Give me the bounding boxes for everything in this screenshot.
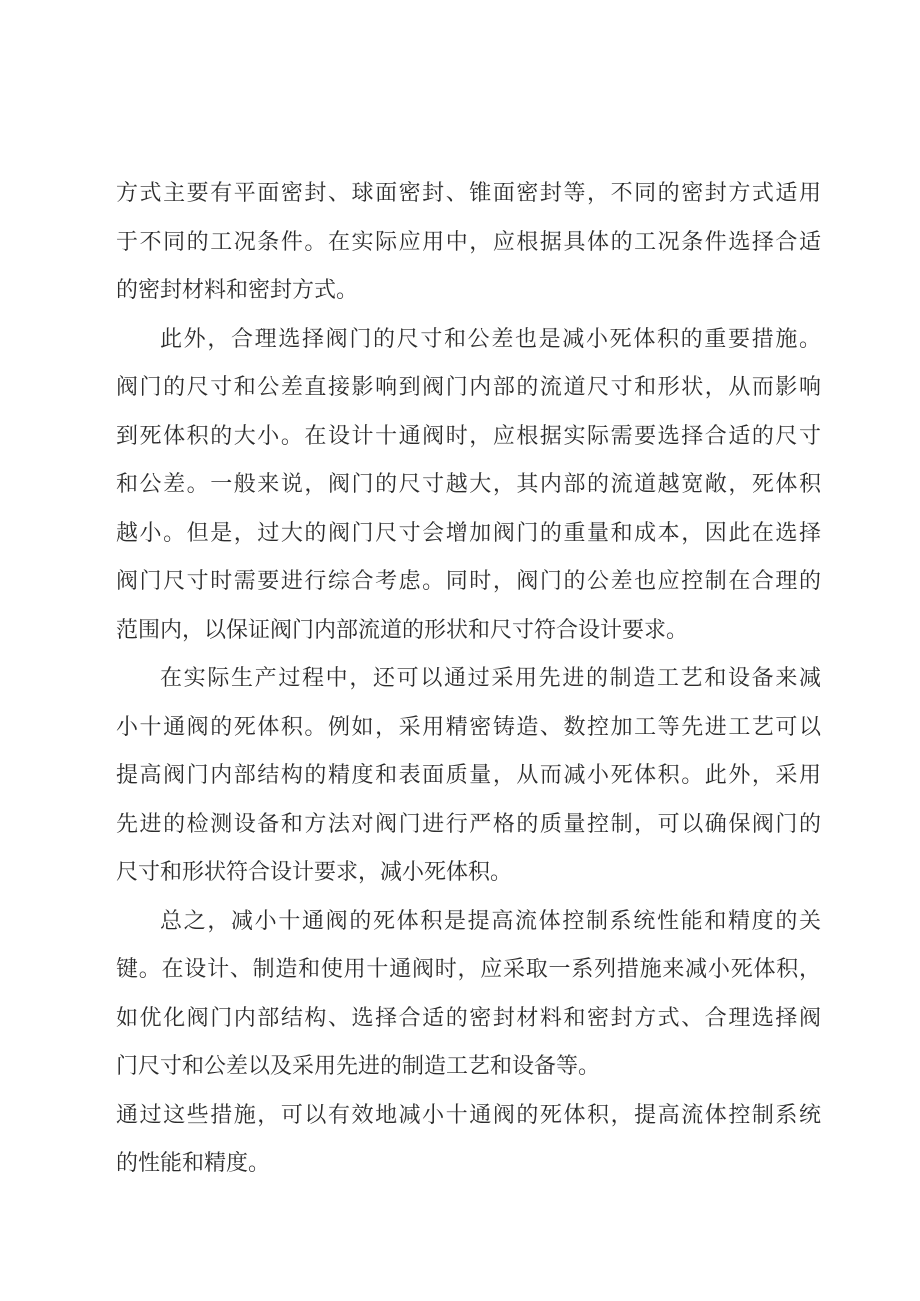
text-line: 如优化阀门内部结构、选择合适的密封材料和密封方式、合理选择阀 bbox=[116, 1005, 821, 1031]
text-line: 方式主要有平面密封、球面密封、锥面密封等，不同的密封方式适用 bbox=[116, 181, 821, 206]
paragraph-3 bbox=[116, 655, 821, 898]
text-line: 到死体积的大小。在设计十通阀时，应根据实际需要选择合适的尺寸 bbox=[116, 423, 821, 449]
text-line: 尺寸和形状符合设计要求，减小死体积。 bbox=[116, 860, 513, 885]
text-line: 于不同的工况条件。在实际应用中，应根据具体的工况条件选择合适 bbox=[116, 229, 821, 255]
text-line: 先进的检测设备和方法对阀门进行严格的质量控制，可以确保阀门的 bbox=[116, 811, 821, 837]
text-line: 的密封材料和密封方式。 bbox=[116, 278, 359, 303]
text-line: 小十通阀的死体积。例如，采用精密铸造、数控加工等先进工艺可以 bbox=[116, 714, 821, 740]
text-line: 总之，减小十通阀的死体积是提高流体控制系统性能和精度的关 bbox=[160, 908, 821, 934]
text-line: 提高阀门内部结构的精度和表面质量，从而减小死体积。此外，采用 bbox=[116, 763, 821, 788]
paragraph-5 bbox=[116, 1092, 821, 1189]
paragraph-4 bbox=[116, 898, 821, 1092]
text-line: 范围内，以保证阀门内部流道的形状和尺寸符合设计要求。 bbox=[116, 617, 689, 643]
text-line: 在实际生产过程中，还可以通过采用先进的制造工艺和设备来减 bbox=[160, 666, 821, 691]
text-line: 门尺寸和公差以及采用先进的制造工艺和设备等。 bbox=[116, 1054, 601, 1079]
text-line: 阀门的尺寸和公差直接影响到阀门内部的流道尺寸和形状，从而影响 bbox=[116, 375, 821, 400]
text-line: 阀门尺寸时需要进行综合考虑。同时，阀门的公差也应控制在合理的 bbox=[116, 569, 821, 594]
text-line: 越小。但是，过大的阀门尺寸会增加阀门的重量和成本，因此在选择 bbox=[116, 520, 821, 546]
text-line: 和公差。一般来说，阀门的尺寸越大，其内部的流道越宽敞，死体积 bbox=[116, 472, 821, 497]
text-line: 此外，合理选择阀门的尺寸和公差也是减小死体积的重要措施。 bbox=[160, 326, 821, 352]
paragraph-1 bbox=[116, 170, 821, 316]
text-line: 键。在设计、制造和使用十通阀时，应采取一系列措施来减小死体积， bbox=[116, 957, 821, 982]
paragraph-2 bbox=[116, 316, 821, 656]
text-line: 的性能和精度。 bbox=[116, 1151, 271, 1176]
text-line: 通过这些措施，可以有效地减小十通阀的死体积，提高流体控制系统 bbox=[116, 1102, 821, 1128]
document-body bbox=[116, 170, 821, 1189]
